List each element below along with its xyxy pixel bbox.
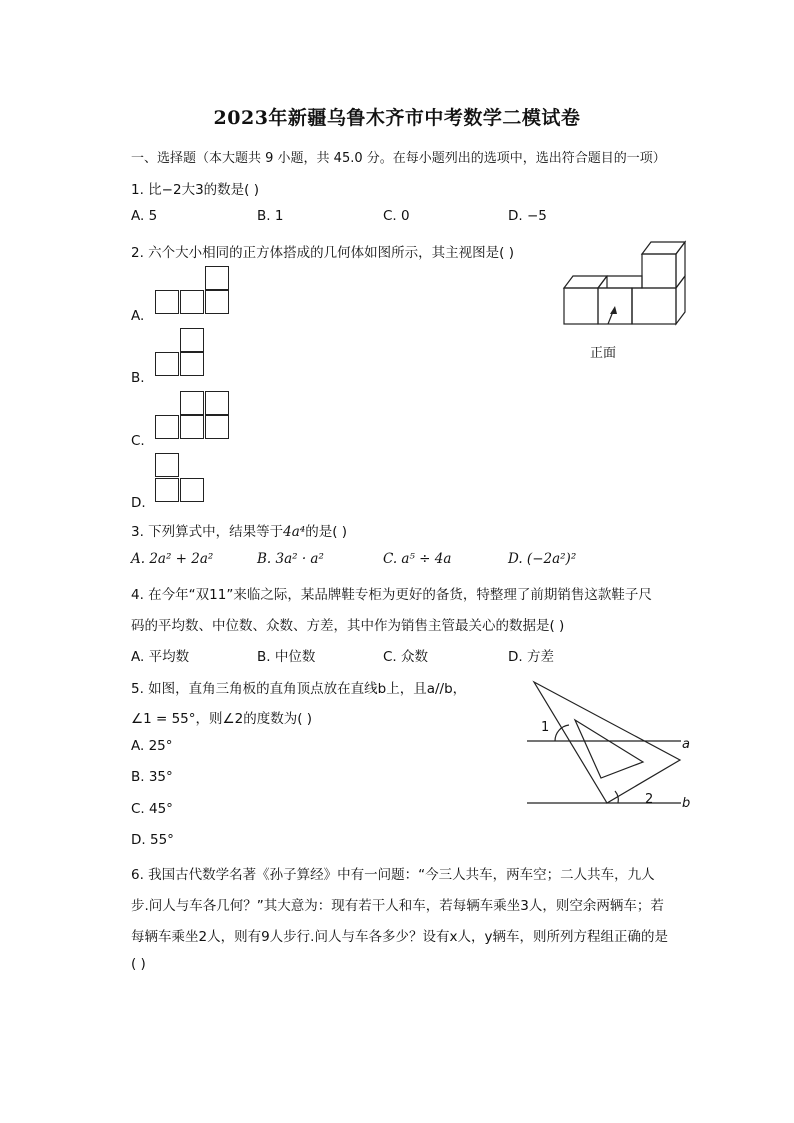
q4-line2: 码的平均数、中位数、众数、方差，其中作为销售主管最关心的数据是( ) bbox=[131, 618, 565, 634]
q2-stem: 2. 六个大小相同的正方体搭成的几何体如图所示，其主视图是( ) bbox=[131, 245, 514, 261]
q5-line-b-label: b bbox=[682, 796, 691, 811]
page-title: 2023年新疆乌鲁木齐市中考数学二模试卷 bbox=[213, 107, 581, 129]
q3-option-a: A. 2a² + 2a² bbox=[131, 551, 214, 567]
q5-angle1-label: 1 bbox=[541, 720, 550, 735]
q6-line1: 6. 我国古代数学名著《孙子算经》中有一问题：“今三人共车，两车空；二人共车，九人 bbox=[131, 867, 655, 883]
q1-option-a: A. 5 bbox=[131, 208, 158, 224]
q1-stem: 1. 比−2大3的数是( ) bbox=[131, 182, 259, 198]
q3-option-d: D. (−2a²)² bbox=[508, 551, 577, 567]
q2-solid-figure bbox=[560, 236, 700, 366]
q3-stem-math: 4a⁴ bbox=[283, 524, 306, 540]
q5-option-b: B. 35° bbox=[131, 769, 173, 785]
q1-option-b: B. 1 bbox=[257, 208, 284, 224]
q1-option-c: C. 0 bbox=[383, 208, 410, 224]
q5-line2: ∠1 = 55°，则∠2的度数为( ) bbox=[131, 711, 313, 727]
q4-option-b: B. 中位数 bbox=[257, 649, 316, 665]
q5-line1: 5. 如图，直角三角板的直角顶点放在直线b上，且a//b， bbox=[131, 681, 467, 697]
q2-option-c-label: C. bbox=[131, 433, 145, 449]
q5-figure bbox=[525, 676, 700, 816]
q5-angle2-label: 2 bbox=[645, 792, 654, 807]
q4-option-a: A. 平均数 bbox=[131, 649, 190, 665]
q6-line3: 每辆车乘坐2人，则有9人步行.问人与车各多少？设有x人，y辆车，则所列方程组正确的是 bbox=[131, 929, 668, 945]
q4-option-c: C. 众数 bbox=[383, 649, 429, 665]
q1-option-d: D. −5 bbox=[508, 208, 547, 224]
q2-option-a-label: A. bbox=[131, 308, 145, 324]
q2-option-d-label: D. bbox=[131, 495, 146, 511]
q2-option-b-label: B. bbox=[131, 370, 145, 386]
q5-line-a-label: a bbox=[682, 737, 690, 752]
q5-option-c: C. 45° bbox=[131, 801, 173, 817]
q2-figure-label: 正面 bbox=[590, 346, 617, 361]
q3-stem: 3. 下列算式中，结果等于4a⁴的是( ) bbox=[131, 524, 348, 540]
q5-option-a: A. 25° bbox=[131, 738, 173, 754]
q6-line2: 步.问人与车各几何？”其大意为：现有若干人和车，若每辆车乘坐3人，则空余两辆车；若 bbox=[131, 898, 664, 914]
q5-option-d: D. 55° bbox=[131, 832, 174, 848]
q3-option-b: B. 3a² · a² bbox=[257, 551, 324, 567]
q4-option-d: D. 方差 bbox=[508, 649, 554, 665]
section-heading: 一、选择题（本大题共 9 小题，共 45.0 分。在每小题列出的选项中，选出符合题目的一项） bbox=[131, 151, 666, 166]
q3-option-c: C. a⁵ ÷ 4a bbox=[383, 551, 452, 567]
q4-line1: 4. 在今年“双11”来临之际，某品牌鞋专柜为更好的备货，特整理了前期销售这款鞋子尺 bbox=[131, 587, 652, 603]
q6-line4: ( ) bbox=[131, 956, 146, 972]
